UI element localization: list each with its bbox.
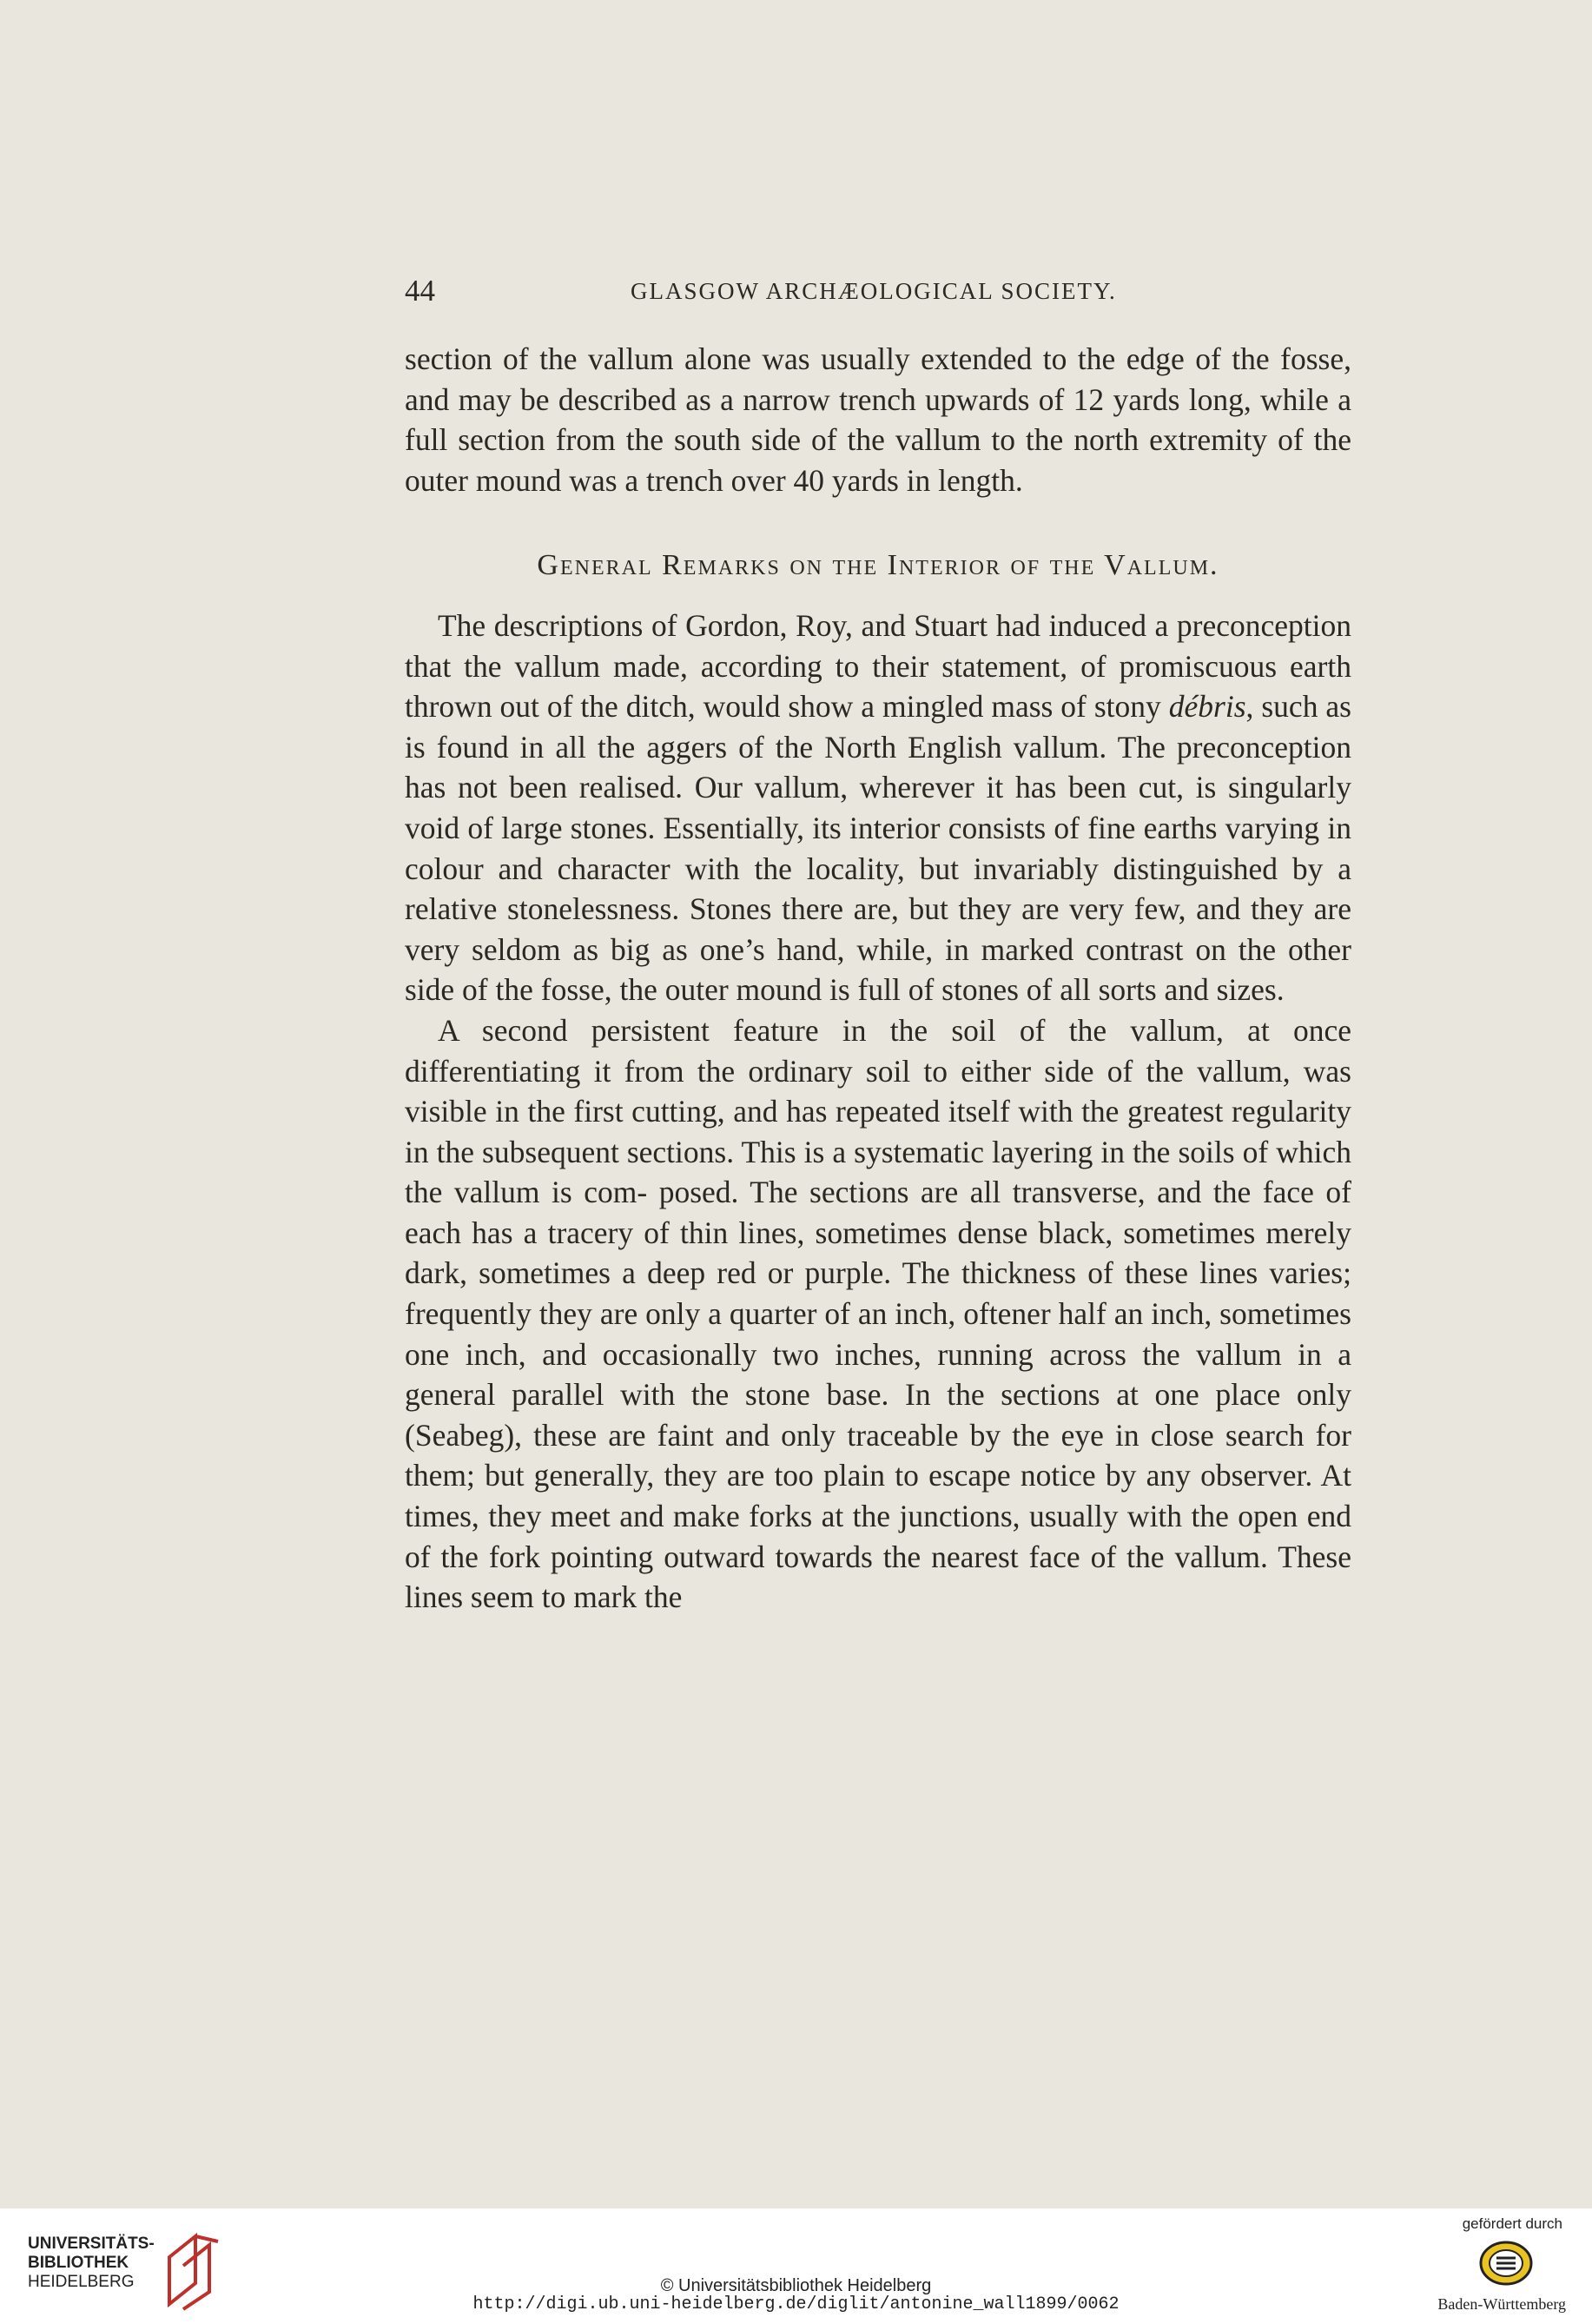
library-name-line3: HEIDELBERG [28,2273,135,2291]
copyright-text: © Universitätsbibliothek Heidelberg [660,2276,932,2295]
paragraph-text: , such as is found in all the aggers of the North English vallum. The preconception has not been realised. Our vallum, wherever it has been cut, is singularly void of large stones. Essentially, its interior consists of fine earths varying in colour and character with the locality, but invariably distinguished by a relative stonelessness. Stones there are, but they are very few, and they are very seldom as big as one’s hand, while, in marked contrast on the other side of the fosse, the outer mound is full of stones of all sorts and sizes. [405,689,1351,1008]
body-text [405,339,1351,1618]
running-title: GLASGOW ARCHÆOLOGICAL SOCIETY. [631,278,1117,304]
coat-of-arms-icon [1479,2240,1533,2287]
copyright-notice [0,2276,1592,2314]
footer-bar [0,2208,1592,2324]
library-name-line1: UNIVERSITÄTS- [28,2235,155,2253]
sponsor-label: gefördert durch [1462,2215,1562,2232]
sponsor-name: Baden-Württemberg [1437,2295,1566,2313]
paragraph-layering: A second persistent feature in the soil of the vallum, at once differentiating it from the ordinary soil to either side of the vallum, was visible in the first cutting, and has repeated itself with the greatest regularity in the subsequent sections. This is a systematic layering in the soils of which the vallum is com- posed. The sections are all transverse, and the face of each has a tracery of thin lines, sometimes dense black, sometimes merely dark, sometimes a deep red or purple. The thickness of these lines varies; frequently they are only a quarter of an inch, oftener half an inch, sometimes one inch, and occasionally two inches, running across the vallum in a general parallel with the stone base. In the sections at one place only (Seabeg), these are faint and only traceable by the eye in close search for them; but generally, they are too plain to escape notice by any observer. At times, they meet and make forks at the junctions, usually with the open end of the fork pointing outward towards the nearest face of the vallum. These lines seem to mark the [405,1012,1351,1615]
page-number: 44 [405,274,435,308]
paragraph-text: The descriptions of Gordon, Roy, and Stuart had induced a preconception that the vallum made, according to their statement, of promiscuous earth thrown out of the ditch, would show a mingled mass of stony [405,607,1351,725]
paragraph-descriptions [405,606,1351,1010]
library-name-line2: BIBLIOTHEK [28,2254,129,2272]
italic-term: débris [1168,689,1246,725]
paragraph-continued: section of the vallum alone was usually extended to the edge of the fosse, and may be described as a narrow trench upwards of 12 yards long, while a full section from the south side of the vallum to the north extremity of the outer mound was a trench over 40 yards in length. [405,341,1351,498]
section-heading: General Remarks on the Interior of the Vallum. [537,549,1219,582]
permalink-url[interactable]: http://digi.ub.uni-heidelberg.de/diglit/antonine_wall1899/0062 [472,2294,1120,2314]
page-header [405,274,1351,317]
